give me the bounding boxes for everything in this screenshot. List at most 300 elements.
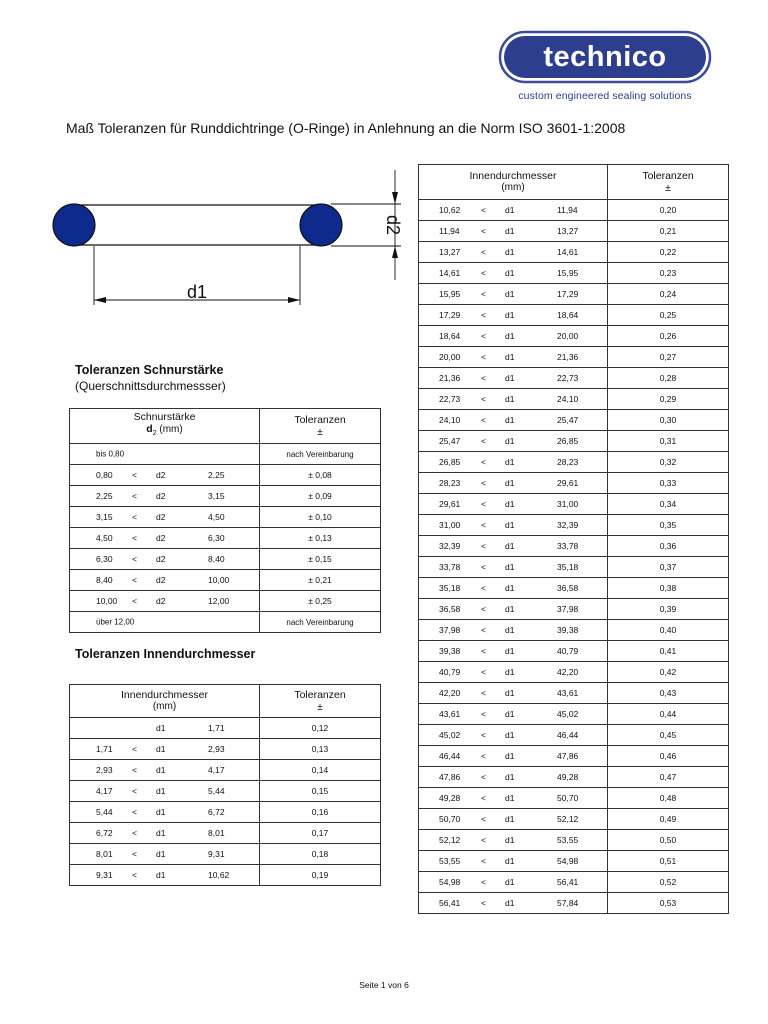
d1-label: d1 — [186, 282, 208, 302]
range-from: 8,01 — [96, 849, 113, 859]
range-from: 45,02 — [439, 730, 461, 740]
range-symbol: d1 — [505, 688, 515, 698]
range-operator: < — [481, 247, 486, 257]
tolerance-value: 0,30 — [608, 410, 729, 431]
range-operator: < — [481, 856, 486, 866]
range-from: 6,30 — [96, 554, 113, 564]
range-from: 33,78 — [439, 562, 461, 572]
range-from: 3,15 — [96, 512, 113, 522]
table-row — [419, 893, 729, 914]
range-from: 53,55 — [439, 856, 461, 866]
table-header — [419, 165, 729, 200]
range-symbol: d2 — [156, 575, 166, 585]
tolerance-value: 0,43 — [608, 683, 729, 704]
table-row — [419, 662, 729, 683]
range-from: 13,27 — [439, 247, 461, 257]
range-to: 22,73 — [557, 373, 579, 383]
range-symbol: d1 — [505, 268, 515, 278]
table-row — [419, 746, 729, 767]
range-from: 8,40 — [96, 575, 113, 585]
tolerance-value: ± 0,25 — [260, 591, 381, 612]
range-to: 47,86 — [557, 751, 579, 761]
header-left-line1: Innendurchmesser — [121, 689, 208, 701]
range-to: 8,01 — [208, 828, 225, 838]
range-to: 53,55 — [557, 835, 579, 845]
range-from: 40,79 — [439, 667, 461, 677]
range-to: 56,41 — [557, 877, 579, 887]
table-row — [70, 612, 381, 633]
range-to: 32,39 — [557, 520, 579, 530]
table-row — [70, 739, 381, 760]
row-right-text: nach Vereinbarung — [260, 612, 381, 633]
range-operator: < — [481, 646, 486, 656]
range-to: 25,47 — [557, 415, 579, 425]
header-right-line1: Toleranzen — [294, 414, 346, 426]
range-to: 10,62 — [208, 870, 230, 880]
range-operator: < — [481, 772, 486, 782]
range-from: 10,62 — [439, 205, 461, 215]
ring-section-left — [53, 204, 95, 246]
range-operator: < — [481, 793, 486, 803]
range-symbol: d1 — [505, 751, 515, 761]
header-left-sym: d — [146, 423, 153, 436]
tolerance-value: 0,38 — [608, 578, 729, 599]
range-symbol: d2 — [156, 491, 166, 501]
table-row — [419, 809, 729, 830]
tolerance-value: 0,12 — [260, 718, 381, 739]
tolerance-value: 0,20 — [608, 200, 729, 221]
range-from: 35,18 — [439, 583, 461, 593]
range-to: 52,12 — [557, 814, 579, 824]
range-operator: < — [481, 394, 486, 404]
range-from: 50,70 — [439, 814, 461, 824]
range-operator: < — [481, 625, 486, 635]
range-operator: < — [481, 331, 486, 341]
table-row — [419, 830, 729, 851]
range-to: 57,84 — [557, 898, 579, 908]
range-operator: < — [481, 268, 486, 278]
header-right-line2: ± — [317, 701, 323, 713]
range-operator: < — [132, 470, 137, 480]
range-from: 47,86 — [439, 772, 461, 782]
table-row — [419, 725, 729, 746]
logo-tagline: custom engineered sealing solutions — [518, 90, 692, 102]
range-to: 46,44 — [557, 730, 579, 740]
range-symbol: d1 — [505, 730, 515, 740]
table-row — [70, 844, 381, 865]
range-operator: < — [132, 744, 137, 754]
tolerance-value: 0,34 — [608, 494, 729, 515]
tolerance-value: 0,49 — [608, 809, 729, 830]
table-row — [70, 760, 381, 781]
range-from: 18,64 — [439, 331, 461, 341]
o-ring-diagram — [46, 165, 416, 315]
tolerance-value: 0,41 — [608, 641, 729, 662]
range-operator: < — [132, 870, 137, 880]
range-from: 17,29 — [439, 310, 461, 320]
range-to: 13,27 — [557, 226, 579, 236]
range-symbol: d2 — [156, 596, 166, 606]
range-symbol: d2 — [156, 554, 166, 564]
header-left-line2: (mm) — [501, 182, 525, 193]
range-to: 2,93 — [208, 744, 225, 754]
table-row — [419, 431, 729, 452]
range-symbol: d1 — [156, 765, 166, 775]
range-operator: < — [132, 596, 137, 606]
range-to: 15,95 — [557, 268, 579, 278]
header-left-line2: (mm) — [152, 701, 177, 712]
range-symbol: d1 — [505, 835, 515, 845]
tolerance-value: 0,15 — [260, 781, 381, 802]
range-from: 5,44 — [96, 807, 113, 817]
range-operator: < — [132, 828, 137, 838]
table-row — [70, 528, 381, 549]
page-title: Maß Toleranzen für Runddichtringe (O-Ringe) in Anlehnung an die Norm ISO 3601-1:2008 — [66, 120, 626, 136]
table-innendurchmesser-small — [69, 684, 381, 886]
header-left-line1: Schnurstärke — [133, 411, 196, 424]
range-operator: < — [481, 730, 486, 740]
range-from: 9,31 — [96, 870, 113, 880]
tolerance-value: 0,45 — [608, 725, 729, 746]
table-row — [419, 368, 729, 389]
range-symbol: d1 — [505, 772, 515, 782]
range-operator: < — [481, 520, 486, 530]
table-row — [419, 473, 729, 494]
tolerance-value: 0,33 — [608, 473, 729, 494]
range-from: 4,50 — [96, 533, 113, 543]
section-subtitle-schnurstaerke: (Querschnittsdurchmessser) — [75, 379, 226, 393]
range-operator: < — [132, 512, 137, 522]
d2-label: d2 — [383, 214, 403, 236]
tolerance-value: 0,22 — [608, 242, 729, 263]
range-from: 37,98 — [439, 625, 461, 635]
table-row — [70, 444, 381, 465]
range-to: 26,85 — [557, 436, 579, 446]
range-symbol: d1 — [505, 478, 515, 488]
range-symbol: d1 — [505, 310, 515, 320]
range-operator: < — [132, 807, 137, 817]
range-to: 21,36 — [557, 352, 579, 362]
range-symbol: d1 — [156, 828, 166, 838]
range-symbol: d1 — [505, 205, 515, 215]
range-to: 35,18 — [557, 562, 579, 572]
range-operator: < — [481, 751, 486, 761]
table-row — [419, 557, 729, 578]
range-from: 52,12 — [439, 835, 461, 845]
range-operator: < — [481, 457, 486, 467]
table-row — [419, 578, 729, 599]
range-symbol: d1 — [505, 604, 515, 614]
range-from: 21,36 — [439, 373, 461, 383]
range-to: 43,61 — [557, 688, 579, 698]
tolerance-value: 0,24 — [608, 284, 729, 305]
range-to: 29,61 — [557, 478, 579, 488]
range-to: 18,64 — [557, 310, 579, 320]
range-operator: < — [132, 786, 137, 796]
table-row — [419, 326, 729, 347]
range-symbol: d1 — [156, 849, 166, 859]
table-row — [419, 284, 729, 305]
range-operator: < — [481, 898, 486, 908]
range-operator: < — [481, 688, 486, 698]
table-row — [419, 515, 729, 536]
range-from: 36,58 — [439, 604, 461, 614]
page-footer: Seite 1 von 6 — [359, 980, 409, 990]
range-to: 42,20 — [557, 667, 579, 677]
section-title-schnurstaerke: Toleranzen Schnurstärke — [75, 363, 224, 377]
header-right-line2: ± — [665, 182, 671, 194]
range-symbol: d1 — [505, 520, 515, 530]
header-toleranzen — [260, 409, 381, 444]
range-symbol: d1 — [505, 394, 515, 404]
tolerance-value: ± 0,21 — [260, 570, 381, 591]
range-symbol: d1 — [505, 289, 515, 299]
range-from: 14,61 — [439, 268, 461, 278]
range-from: 22,73 — [439, 394, 461, 404]
table-header — [70, 685, 381, 718]
tolerance-value: 0,42 — [608, 662, 729, 683]
tolerance-value: 0,16 — [260, 802, 381, 823]
range-from: 42,20 — [439, 688, 461, 698]
range-to: 28,23 — [557, 457, 579, 467]
range-operator: < — [481, 709, 486, 719]
range-symbol: d1 — [505, 583, 515, 593]
tolerance-value: ± 0,09 — [260, 486, 381, 507]
range-symbol: d1 — [505, 415, 515, 425]
tolerance-value: 0,18 — [260, 844, 381, 865]
ring-section-right — [300, 204, 342, 246]
tolerance-value: 0,50 — [608, 830, 729, 851]
table-row — [419, 410, 729, 431]
tolerance-value: 0,48 — [608, 788, 729, 809]
range-operator: < — [481, 373, 486, 383]
range-from: 24,10 — [439, 415, 461, 425]
table-row — [419, 452, 729, 473]
range-from: 32,39 — [439, 541, 461, 551]
range-to: 50,70 — [557, 793, 579, 803]
header-schnurstaerke — [70, 409, 260, 444]
range-operator: < — [481, 562, 486, 572]
table-row — [70, 865, 381, 886]
table-row — [419, 389, 729, 410]
tolerance-value: 0,46 — [608, 746, 729, 767]
range-symbol: d1 — [505, 562, 515, 572]
table-row — [70, 507, 381, 528]
range-from: 28,23 — [439, 478, 461, 488]
technico-logo — [498, 30, 712, 84]
range-to: 49,28 — [557, 772, 579, 782]
tolerance-value: 0,28 — [608, 368, 729, 389]
range-symbol: d1 — [505, 499, 515, 509]
table-row — [419, 872, 729, 893]
range-operator: < — [481, 289, 486, 299]
tolerance-value: 0,35 — [608, 515, 729, 536]
range-to: 37,98 — [557, 604, 579, 614]
range-symbol: d1 — [156, 786, 166, 796]
table-row — [70, 718, 381, 739]
logo-text: technico — [543, 41, 667, 73]
tolerance-value: 0,27 — [608, 347, 729, 368]
range-operator: < — [481, 352, 486, 362]
range-symbol: d1 — [505, 247, 515, 257]
header-left-unit: (mm) — [156, 424, 183, 436]
range-operator: < — [481, 478, 486, 488]
range-to: 5,44 — [208, 786, 225, 796]
range-to: 8,40 — [208, 554, 225, 564]
range-symbol: d2 — [156, 512, 166, 522]
range-operator: < — [132, 533, 137, 543]
range-symbol: d1 — [505, 814, 515, 824]
range-to: 6,30 — [208, 533, 225, 543]
range-from: 20,00 — [439, 352, 461, 362]
header-toleranzen — [260, 685, 381, 718]
range-from: 43,61 — [439, 709, 461, 719]
range-from: 46,44 — [439, 751, 461, 761]
range-symbol: d1 — [505, 898, 515, 908]
range-symbol: d1 — [505, 667, 515, 677]
range-symbol: d1 — [505, 373, 515, 383]
tolerance-value: 0,17 — [260, 823, 381, 844]
tolerance-value: ± 0,08 — [260, 465, 381, 486]
table-row — [419, 599, 729, 620]
header-left-sub: 2 — [152, 430, 157, 438]
range-to: 36,58 — [557, 583, 579, 593]
range-symbol: d1 — [505, 877, 515, 887]
table-row — [419, 221, 729, 242]
tolerance-value: 0,29 — [608, 389, 729, 410]
tolerance-value: ± 0,15 — [260, 549, 381, 570]
range-operator: < — [132, 849, 137, 859]
range-to: 1,71 — [208, 723, 225, 733]
tolerance-value: 0,31 — [608, 431, 729, 452]
range-operator: < — [481, 226, 486, 236]
range-from: 10,00 — [96, 596, 118, 606]
range-operator: < — [481, 499, 486, 509]
range-operator: < — [132, 765, 137, 775]
table-row — [419, 641, 729, 662]
range-from: 54,98 — [439, 877, 461, 887]
range-from: 11,94 — [439, 226, 460, 236]
range-to: 6,72 — [208, 807, 225, 817]
range-to: 14,61 — [557, 247, 579, 257]
header-innendurchmesser — [70, 685, 260, 718]
tolerance-value: 0,13 — [260, 739, 381, 760]
table-row — [70, 823, 381, 844]
tolerance-value: 0,32 — [608, 452, 729, 473]
range-symbol: d1 — [505, 352, 515, 362]
table-row — [419, 683, 729, 704]
tolerance-value: ± 0,13 — [260, 528, 381, 549]
range-symbol: d2 — [156, 533, 166, 543]
header-right-line1: Toleranzen — [294, 689, 346, 701]
table-header — [70, 409, 381, 444]
tolerance-value: 0,25 — [608, 305, 729, 326]
range-operator: < — [481, 541, 486, 551]
tolerance-value: 0,53 — [608, 893, 729, 914]
tolerance-value: 0,14 — [260, 760, 381, 781]
header-innendurchmesser — [419, 165, 608, 200]
range-to: 4,50 — [208, 512, 225, 522]
range-symbol: d1 — [505, 856, 515, 866]
range-symbol: d1 — [505, 226, 515, 236]
tolerance-value: 0,40 — [608, 620, 729, 641]
tolerance-value: 0,19 — [260, 865, 381, 886]
range-operator: < — [481, 814, 486, 824]
range-from: 31,00 — [439, 520, 461, 530]
table-row — [70, 465, 381, 486]
table-row — [419, 242, 729, 263]
range-to: 4,17 — [208, 765, 225, 775]
tolerance-value: 0,44 — [608, 704, 729, 725]
range-to: 17,29 — [557, 289, 579, 299]
range-symbol: d1 — [505, 709, 515, 719]
range-from: 26,85 — [439, 457, 461, 467]
range-from: 6,72 — [96, 828, 113, 838]
tolerance-value: 0,47 — [608, 767, 729, 788]
range-to: 3,15 — [208, 491, 225, 501]
table-row — [419, 620, 729, 641]
table-row — [70, 781, 381, 802]
range-from: 2,93 — [96, 765, 113, 775]
range-symbol: d1 — [505, 436, 515, 446]
range-to: 12,00 — [208, 596, 230, 606]
range-symbol: d1 — [505, 457, 515, 467]
header-right-line1: Toleranzen — [642, 170, 694, 182]
range-to: 39,38 — [557, 625, 579, 635]
row-left-text: über 12,00 — [96, 617, 135, 627]
table-row — [419, 200, 729, 221]
range-to: 11,94 — [557, 205, 578, 215]
tolerance-value: 0,26 — [608, 326, 729, 347]
range-operator: < — [481, 436, 486, 446]
table-row — [419, 347, 729, 368]
range-operator: < — [481, 583, 486, 593]
range-from: 15,95 — [439, 289, 461, 299]
range-from: 39,38 — [439, 646, 461, 656]
range-from: 2,25 — [96, 491, 113, 501]
table-row — [419, 263, 729, 284]
range-from: 49,28 — [439, 793, 461, 803]
tolerance-value: 0,23 — [608, 263, 729, 284]
range-symbol: d1 — [505, 625, 515, 635]
table-row — [70, 591, 381, 612]
range-to: 9,31 — [208, 849, 225, 859]
range-symbol: d1 — [505, 541, 515, 551]
range-operator: < — [481, 205, 486, 215]
table-row — [70, 486, 381, 507]
section-title-innendurchmesser: Toleranzen Innendurchmesser — [75, 647, 256, 661]
range-operator: < — [481, 667, 486, 677]
range-to: 24,10 — [557, 394, 579, 404]
table-row — [419, 788, 729, 809]
table-row — [419, 851, 729, 872]
table-row — [70, 549, 381, 570]
range-to: 40,79 — [557, 646, 579, 656]
header-right-line2: ± — [317, 426, 323, 438]
table-schnurstaerke — [69, 408, 381, 633]
range-to: 45,02 — [557, 709, 579, 719]
tolerance-value: 0,51 — [608, 851, 729, 872]
range-symbol: d2 — [156, 470, 166, 480]
range-from: 0,80 — [96, 470, 113, 480]
tolerance-value: 0,39 — [608, 599, 729, 620]
table-row — [419, 305, 729, 326]
range-operator: < — [481, 604, 486, 614]
tolerance-value: ± 0,10 — [260, 507, 381, 528]
range-operator: < — [132, 491, 137, 501]
table-row — [419, 536, 729, 557]
table-row — [70, 802, 381, 823]
